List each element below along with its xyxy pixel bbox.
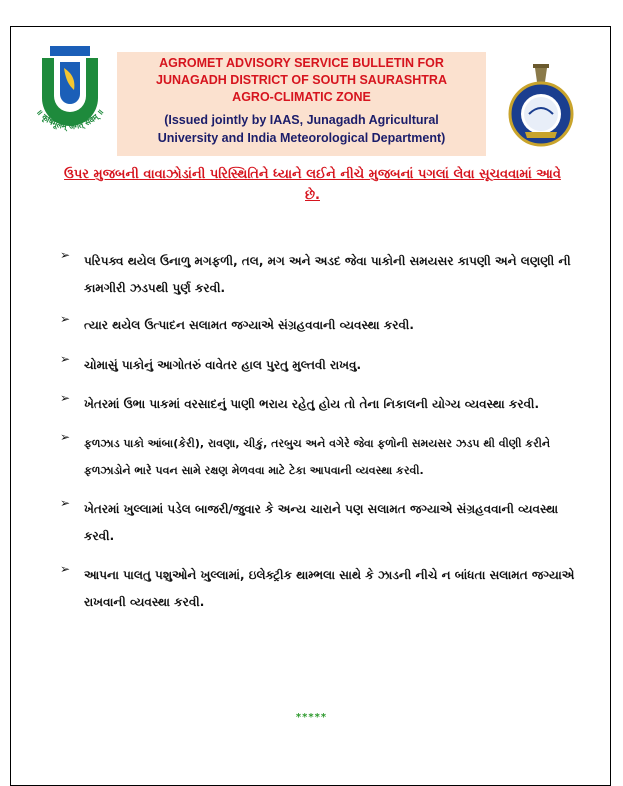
list-item — [60, 430, 580, 484]
advisory-text: ખેતરમાં ખુલ્લામાં પડેલ બાજરી/જુવાર કે અન્ય ચારાને પણ સલામત જગ્યાએ સંગ્રહવવાની વ્યવસ્થા કરવી. — [84, 502, 559, 543]
advisory-text: આપના પાલતુ પશુઓને ખુલ્લામાં, ઇલેક્ટ્રીક થામ્ભલા સાથે કે ઝાડની નીચે ન બાંધતા સલામત જગ્યાએ રાખવાની વ્યવસ્થા કરવી. — [84, 568, 575, 609]
list-item — [60, 562, 580, 616]
advisory-intro: ઉપર મુજબની વાવાઝોડાંની પરિસ્થિતિને ધ્યાને લઈને નીચે મુજબનાં પગલાં લેવા સૂચવવામાં આવે છે. — [64, 167, 561, 203]
list-item — [60, 391, 580, 418]
arrow-bullet-icon: ➢ — [60, 562, 71, 576]
arrow-bullet-icon: ➢ — [60, 430, 71, 444]
list-item — [60, 248, 580, 302]
header-box — [117, 52, 486, 156]
imd-emblem-icon — [495, 58, 587, 150]
arrow-bullet-icon: ➢ — [60, 496, 71, 510]
arrow-bullet-icon: ➢ — [60, 248, 71, 262]
advisory-text: પરિપક્વ થયેલ ઉનાળુ મગફળી, તલ, મગ અને અડદ જેવા પાકોની સમયસર કાપણી અને લણણી ની કામગીરી ઝડપથી પુર્ણ કરવી. — [84, 254, 571, 295]
list-item — [60, 496, 580, 550]
advisory-text: ચોમાસું પાકોનું આગોતરું વાવેતર હાલ પુરતુ મુલ્તવી રાખવુ. — [84, 358, 362, 372]
advisory-text: ખેતરમાં ઉભા પાકમાં વરસાદનું પાણી ભરાય રહેતુ હોય તો તેના નિકાલની યોગ્ય વ્યવસ્થા કરવી. — [84, 397, 540, 411]
university-logo-icon — [20, 38, 120, 138]
bulletin-title: AGROMET ADVISORY SERVICE BULLETIN FOR JUNAGADH DISTRICT OF SOUTH SAURASHTRA AGRO-CLIMATIC ZONE — [156, 56, 447, 104]
advisory-list — [60, 248, 580, 616]
advisory-text: ત્યાર થયેલ ઉત્પાદન સલામત જગ્યાએ સંગ્રહવવાની વ્યવસ્થા કરવી. — [84, 318, 414, 332]
arrow-bullet-icon: ➢ — [60, 312, 71, 326]
advisory-text: ફળઝાડ પાકો આંબા(કેરી), રાવણા, ચીકું, તરબુચ અને વગેરે જેવા ફળોની સમયસર ઝડપ થી વીણી કરીને ફળઝાડોને ભારે પવન સામે રક્ષણ મેળવવા માટે ટેકા આપવાની વ્યવસ્થા કરવી. — [84, 437, 551, 477]
bulletin-subtitle: (Issued jointly by IAAS, Junagadh Agricultural University and India Meteorological Department) — [157, 113, 446, 145]
arrow-bullet-icon: ➢ — [60, 391, 71, 405]
logo-motto: ॥ कृषिमूलम् जगत् सर्वम् ॥ — [34, 107, 106, 132]
arrow-bullet-icon: ➢ — [60, 352, 71, 366]
list-item — [60, 352, 580, 379]
list-item — [60, 312, 580, 339]
footer-stars: ***** — [295, 712, 328, 723]
